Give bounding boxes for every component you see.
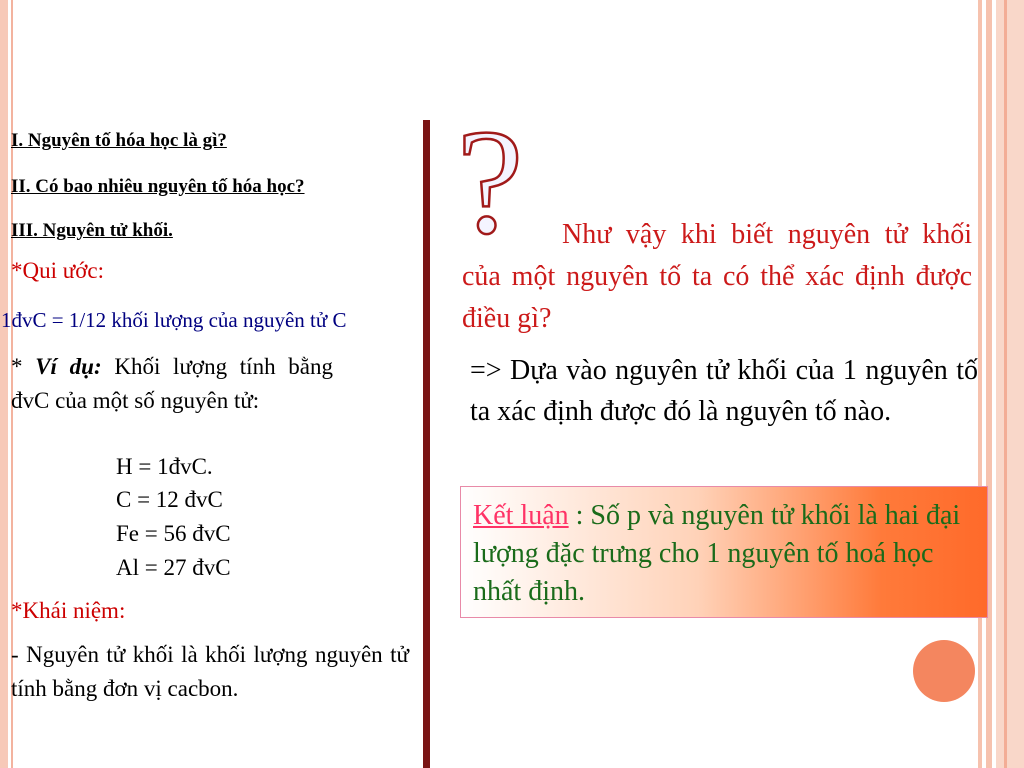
- example-value-c: C = 12 đvC: [116, 487, 223, 512]
- conclusion-label: Kết luận: [473, 500, 569, 531]
- decorative-circle: [913, 640, 975, 702]
- conclusion-box: [460, 486, 988, 618]
- frame-left-stripe: [0, 0, 8, 768]
- frame-right-stripe: [978, 0, 982, 768]
- question-text: Như vậy khi biết nguyên tử khối của một nguyên tố ta có thể xác định được điều gì?: [462, 219, 972, 334]
- concept-text: - Nguyên tử khối là khối lượng nguyên tử tính bằng đơn vị cacbon.: [11, 642, 409, 701]
- heading-section-3: III. Nguyên tử khối.: [11, 220, 173, 241]
- convention-label: *Qui ước:: [11, 258, 104, 283]
- frame-right-band: [996, 0, 1024, 768]
- example-text: Khối lượng tính bằng đvC của một số nguyên tử:: [11, 354, 333, 413]
- vertical-divider: [423, 120, 430, 768]
- example-value-fe: Fe = 56 đvC: [116, 521, 231, 546]
- example-value-h: H = 1đvC.: [116, 454, 213, 479]
- answer-text: => Dựa vào nguyên tử khối của 1 nguyên tố ta xác định được đó là nguyên tố nào.: [470, 355, 978, 427]
- frame-right-stripe: [986, 0, 992, 768]
- concept-label: *Khái niệm:: [11, 598, 126, 623]
- frame-right-line: [1004, 0, 1007, 768]
- example-value-al: Al = 27 đvC: [116, 555, 231, 580]
- conclusion-text: : Số p và nguyên tử khối là hai đại lượng đặc trưng cho 1 nguyên tố hoá học nhất định.: [473, 500, 961, 607]
- heading-section-2: II. Có bao nhiêu nguyên tố hóa học?: [11, 176, 305, 197]
- heading-section-1: I. Nguyên tố hóa học là gì?: [11, 130, 227, 151]
- example-prefix: *: [11, 354, 36, 379]
- example-lead: Ví dụ:: [35, 354, 102, 379]
- example-paragraph: [11, 350, 333, 418]
- convention-formula: 1đvC = 1/12 khối lượng của nguyên tử C: [1, 308, 347, 332]
- question-mark-glyph: ?: [456, 110, 524, 240]
